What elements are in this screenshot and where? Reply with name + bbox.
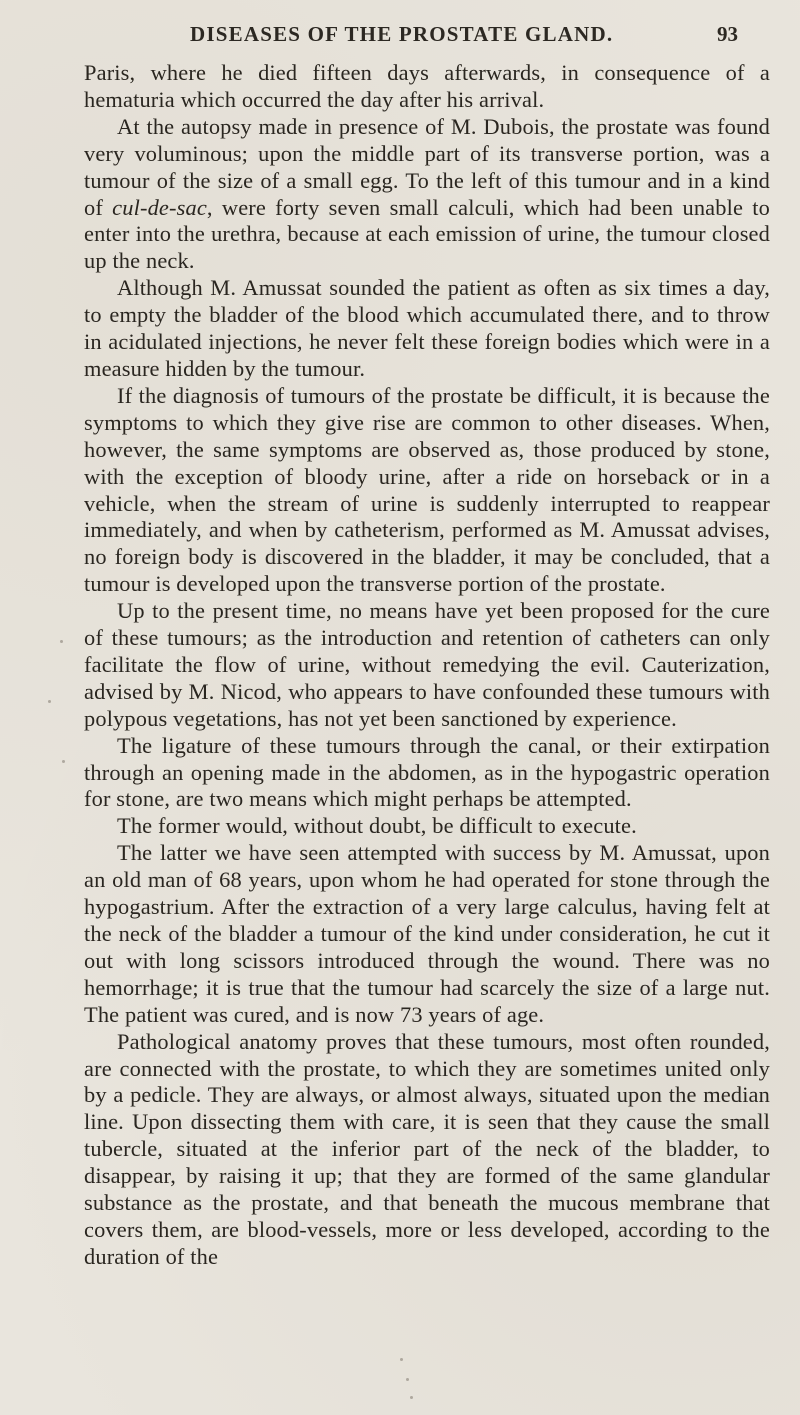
paper-speck bbox=[62, 760, 65, 763]
paper-speck bbox=[400, 1358, 403, 1361]
running-head: DISEASES OF THE PROSTATE GLAND. bbox=[190, 22, 614, 46]
paragraph-text: At the autopsy made in presence of M. Dubois, the prostate was found very voluminous; upon the middle part of its transverse portion, was a tumour of the size of a small egg. To the left of this tumour and in a kind of bbox=[84, 113, 770, 220]
paragraph: Pathological anatomy proves that these tumours, most often rounded, are connected with the prostate, to which they are sometimes united only by a pedicle. They are always, or almost always, situated upon the median line. Upon dissecting them with care, it is seen that they cause the small tubercle, situated at the inferior part of the neck of the bladder, to disappear, by raising it up; that they are formed of the same glandular substance as the prostate, and that beneath the mucous membrane that covers them, are blood-vessels, more or less developed, according to the duration of the bbox=[84, 1028, 770, 1269]
paper-speck bbox=[48, 700, 51, 703]
paragraph: The former would, without doubt, be difficult to execute. bbox=[117, 813, 637, 839]
paragraph-text: , were forty seven small calculi, which had been unable to enter into the urethra, because at each emission of urine, the tumour closed up the neck. bbox=[84, 194, 770, 274]
paper-speck bbox=[406, 1378, 409, 1381]
paragraph: Although M. Amussat sounded the patient as often as six times a day, to empty the bladder of the blood which accumulated there, and to throw in acidulated injections, he never felt these foreign bodies which were in a measure hidden by the tumour. bbox=[84, 275, 770, 381]
paper-speck bbox=[410, 1396, 413, 1399]
paper-speck bbox=[60, 640, 63, 643]
paragraph: Up to the present time, no means have yet been proposed for the cure of these tumours; as the introduction and retention of catheters can only facilitate the flow of urine, without remedying the evil. Cauterization, advised by M. Nicod, who appears to have confounded these tumours with polypous vegetations, has not yet been sanctioned by experience. bbox=[84, 598, 770, 731]
paragraph: The ligature of these tumours through the canal, or their extirpation through an opening made in the abdomen, as in the hypogastric operation for stone, are two means which might perhaps be attempted. bbox=[84, 732, 770, 812]
page-header bbox=[40, 18, 780, 54]
paragraph: If the diagnosis of tumours of the prostate be difficult, it is because the symptoms to which they give rise are common to other diseases. When, however, the same symptoms are observed as, those produced by stone, with the exception of bloody urine, after a ride on horseback or in a vehicle, when the stream of urine is suddenly interrupted to reappear immediately, and when by catheterism, performed as M. Amussat advises, no foreign body is discovered in the bladder, it may be concluded, that a tumour is developed upon the transverse portion of the prostate. bbox=[84, 382, 770, 597]
paragraph bbox=[84, 114, 770, 275]
body-text bbox=[84, 60, 770, 1271]
page-number: 93 bbox=[717, 22, 738, 46]
paragraph: Paris, where he died fifteen days afterwards, in consequence of a hematuria which occurred the day after his arrival. bbox=[84, 60, 770, 112]
paragraph: The latter we have seen attempted with success by M. Amussat, upon an old man of 68 years, upon whom he had operated for stone through the hypogastrium. After the extraction of a very large calculus, having felt at the neck of the bladder a tumour of the kind under consideration, he cut it out with long scissors introduced through the wound. There was no hemorrhage; it is true that the tumour had scarcely the size of a large nut. The patient was cured, and is now 73 years of age. bbox=[84, 840, 770, 1027]
italic-term: cul-de-sac bbox=[112, 194, 207, 220]
